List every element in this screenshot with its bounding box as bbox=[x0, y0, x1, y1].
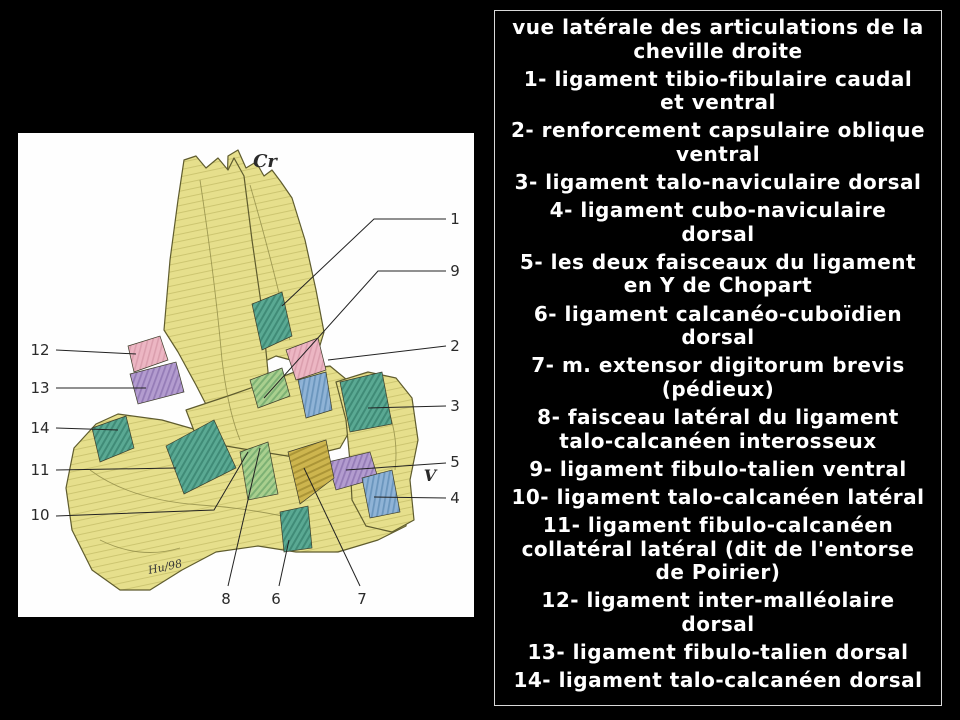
ankle-illustration-panel bbox=[18, 133, 474, 617]
callout-label-8: 8 bbox=[221, 590, 231, 608]
leader-line-2 bbox=[328, 346, 446, 360]
legend-item-8: 8- faisceau latéral du ligament talo-calcanéen interosseux bbox=[537, 405, 899, 453]
callout-label-2: 2 bbox=[450, 337, 460, 355]
legend-item-9: 9- ligament fibulo-talien ventral bbox=[529, 456, 907, 481]
callout-label-14: 14 bbox=[30, 419, 50, 437]
legend-box bbox=[494, 10, 942, 706]
callout-label-6: 6 bbox=[271, 590, 281, 608]
callout-label-12: 12 bbox=[30, 341, 50, 359]
legend-item-14: 14- ligament talo-calcanéen dorsal bbox=[513, 668, 923, 693]
callout-label-13: 13 bbox=[30, 379, 50, 397]
callout-label-7: 7 bbox=[357, 590, 367, 608]
legend-item-13: 13- ligament fibulo-talien dorsal bbox=[527, 639, 909, 664]
legend-item-6: 6- ligament calcanéo-cuboïdien dorsal bbox=[533, 301, 903, 350]
legend-item-11: 11- ligament fibulo-calcanéen collatéral latéral (dit de l'entorse de Poirier) bbox=[521, 513, 915, 585]
leader-line-12 bbox=[56, 350, 136, 354]
callout-label-10: 10 bbox=[30, 506, 50, 524]
callout-label-1: 1 bbox=[450, 210, 460, 228]
callout-label-11: 11 bbox=[30, 461, 50, 479]
legend-item-7: 7- m. extensor digitorum brevis (pédieux) bbox=[531, 353, 905, 401]
artist-signature: Hu/98 bbox=[146, 557, 184, 577]
legend-item-12: 12- ligament inter-malléolaire dorsal bbox=[541, 588, 895, 636]
callout-label-3: 3 bbox=[450, 397, 460, 415]
legend-item-4: 4- ligament cubo-naviculaire dorsal bbox=[549, 198, 887, 246]
callout-label-5: 5 bbox=[450, 453, 460, 471]
legend-item-3: 3- ligament talo-naviculaire dorsal bbox=[514, 170, 922, 195]
ligament-6-calcaneo-cuboidien bbox=[280, 506, 312, 552]
legend-item-10: 10- ligament talo-calcanéen latéral bbox=[511, 484, 925, 509]
legend-item-2: 2- renforcement capsulaire oblique ventral bbox=[510, 118, 926, 166]
callout-label-4: 4 bbox=[450, 489, 460, 507]
legend-item-1: 1- ligament tibio-fibulaire caudal et ventral bbox=[523, 66, 913, 115]
ankle-illustration bbox=[18, 133, 474, 617]
cranial-orientation-label: Cr bbox=[253, 151, 277, 172]
ventral-orientation-label: V bbox=[423, 466, 437, 485]
legend-item-5: 5- les deux faisceaux du ligament en Y de Chopart bbox=[519, 249, 917, 298]
legend-title: vue latérale des articulations de la cheville droite bbox=[512, 15, 924, 63]
callout-label-9: 9 bbox=[450, 262, 460, 280]
